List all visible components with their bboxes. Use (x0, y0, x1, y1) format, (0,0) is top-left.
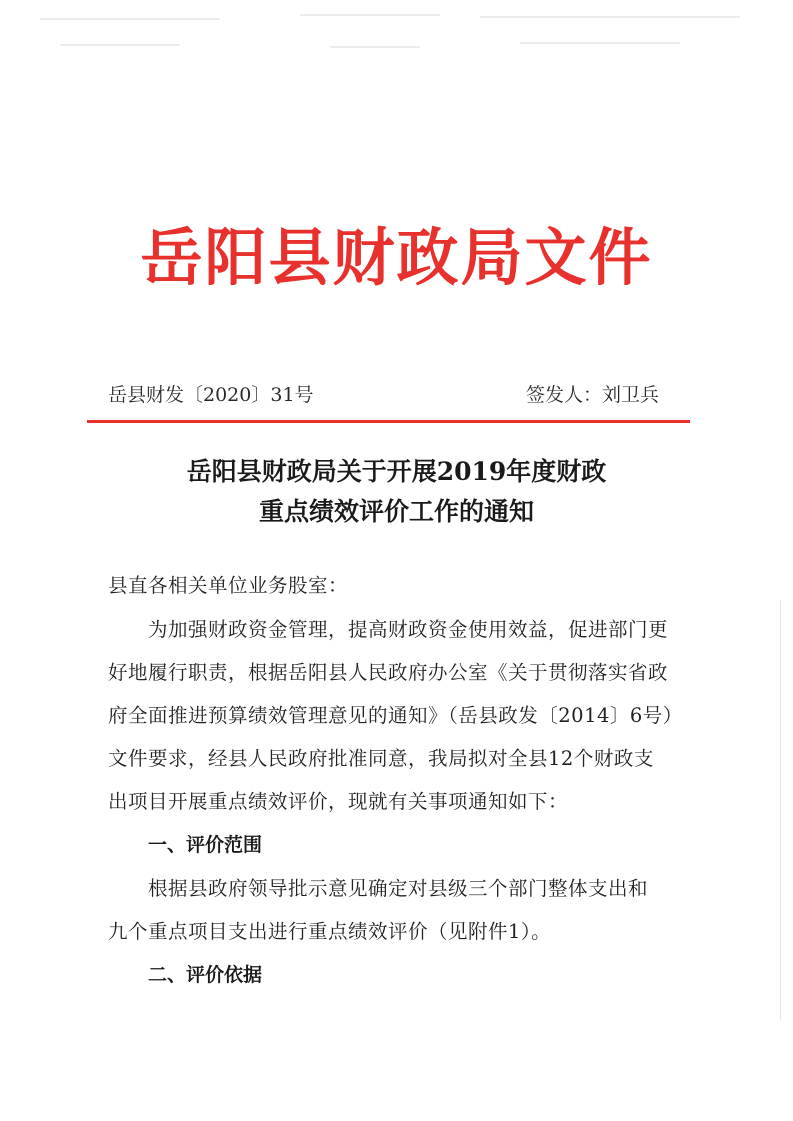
notice-title-line-2: 重点绩效评价工作的通知 (258, 497, 534, 526)
document-number: 岳县财发〔2020〕31号 (108, 384, 314, 406)
paragraph-2-line-2: 九个重点项目支出进行重点绩效评价（见附件1）。 (108, 920, 552, 943)
scan-edge-line (780, 600, 781, 1020)
paragraph-1-line-5: 出项目开展重点绩效评价，现就有关事项通知如下： (108, 790, 569, 813)
paragraph-1-line-1: 为加强财政资金管理，提高财政资金使用效益，促进部门更 (148, 618, 669, 641)
paragraph-1-line-4: 文件要求，经县人民政府批准同意，我局拟对全县12个财政支 (108, 747, 654, 770)
scan-bleed-through (0, 0, 793, 80)
section-1-heading: 一、评价范围 (148, 834, 263, 856)
section-2-heading: 二、评价依据 (148, 964, 263, 986)
notice-title-line-1: 岳阳县财政局关于开展2019年度财政 (186, 457, 607, 486)
paragraph-1-line-2: 好地履行职责，根据岳阳县人民政府办公室《关于贯彻落实省政 (108, 661, 669, 684)
paragraph-2-line-1: 根据县政府领导批示意见确定对县级三个部门整体支出和 (148, 877, 649, 900)
salutation: 县直各相关单位业务股室： (108, 574, 349, 597)
paragraph-1-line-3: 府全面推进预算绩效管理意见的通知》（岳县政发〔2014〕6号） (108, 704, 683, 727)
letterhead-title: 岳阳县财政局文件 (140, 221, 653, 294)
signer-label: 签发人：刘卫兵 (526, 384, 660, 406)
red-divider-rule (87, 420, 690, 423)
